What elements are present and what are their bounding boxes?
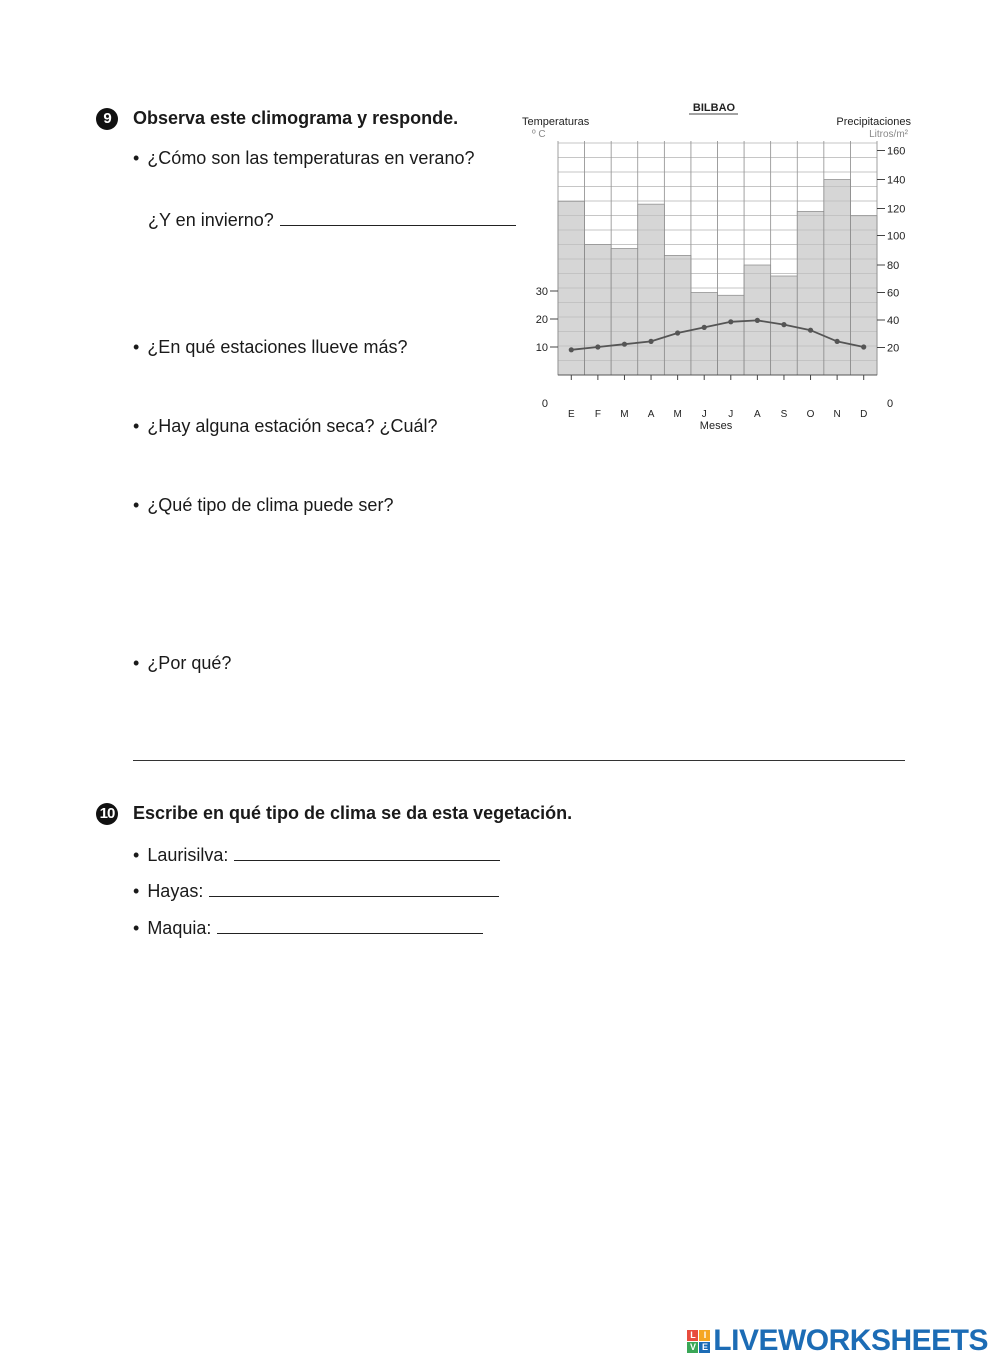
liveworksheets-watermark [687, 1324, 988, 1358]
month-label-1: F [594, 409, 601, 420]
q9-item-summer-text: ¿Cómo son las temperaturas en verano? [147, 148, 475, 168]
month-label-11: D [860, 409, 868, 420]
question-9-title: Observa este climograma y responde. [133, 108, 459, 128]
question-10-number: 10 [96, 803, 118, 825]
q10-item-maquia-text: Maquia: [147, 918, 212, 938]
temperature-point-8 [781, 322, 786, 327]
month-label-8: S [780, 409, 788, 420]
liveworksheets-logo-icon [687, 1330, 710, 1353]
left-tick-label: 30 [535, 286, 548, 298]
right-tick-label: 120 [887, 203, 906, 216]
precip-bar-2 [611, 249, 638, 376]
temperature-point-10 [835, 339, 840, 344]
temperature-point-9 [808, 328, 813, 333]
right-axis-label: Precipitaciones [836, 116, 911, 128]
month-label-2: M [620, 409, 629, 420]
answer-blank-hayas[interactable] [209, 880, 499, 897]
q10-item-laurisilva-text: Laurisilva: [147, 845, 229, 865]
answer-line-separator [133, 760, 905, 761]
bullet: • [133, 845, 140, 865]
q9-item-climate-text: ¿Qué tipo de clima puede ser? [147, 495, 394, 515]
watermark-text: LIVEWORKSHEETS [713, 1324, 988, 1357]
temperature-point-2 [622, 342, 627, 347]
month-label-6: J [728, 409, 734, 420]
left-tick-label: 20 [535, 314, 548, 326]
q9-item-summer [133, 148, 474, 169]
right-tick-label: 20 [887, 342, 900, 355]
precip-bar-6 [718, 295, 745, 375]
left-axis-unit: º C [532, 129, 546, 140]
month-label-0: E [567, 409, 575, 420]
temperature-point-5 [702, 325, 707, 330]
bullet: • [133, 148, 140, 168]
temperature-point-7 [755, 318, 760, 323]
precip-bar-9 [797, 211, 824, 375]
left-axis-label: Temperaturas [522, 116, 590, 128]
month-label-3: A [647, 409, 655, 420]
q9-item-dry-text: ¿Hay alguna estación seca? ¿Cuál? [147, 416, 438, 436]
month-label-9: O [806, 409, 815, 420]
logo-letter-1: I [699, 1330, 710, 1341]
right-tick-label: 60 [887, 287, 900, 300]
answer-blank-winter[interactable] [280, 209, 516, 226]
bullet: • [133, 495, 140, 515]
q10-item-hayas [133, 880, 499, 902]
precip-bar-5 [691, 293, 718, 376]
logo-letter-2: V [687, 1342, 698, 1353]
q10-item-laurisilva [133, 844, 500, 866]
q9-item-why-text: ¿Por qué? [147, 653, 232, 673]
month-label-4: M [673, 409, 682, 420]
logo-letter-0: L [687, 1330, 698, 1341]
month-label-10: N [833, 409, 841, 420]
bullet: • [133, 881, 140, 901]
right-tick-label: 100 [887, 230, 906, 243]
answer-blank-maquia[interactable] [217, 917, 483, 934]
climograph-chart [510, 95, 920, 440]
precip-bar-3 [638, 204, 665, 375]
precip-bar-11 [850, 216, 877, 375]
q9-item-rain-text: ¿En qué estaciones llueve más? [147, 337, 408, 357]
question-9-number: 9 [96, 108, 118, 130]
right-tick-label: 140 [887, 174, 906, 187]
q10-item-maquia [133, 917, 483, 939]
right-tick-label: 160 [887, 145, 906, 158]
right-tick-label: 80 [887, 260, 900, 272]
bullet: • [133, 416, 140, 436]
temperature-point-11 [861, 344, 866, 349]
month-label-5: J [701, 409, 707, 420]
answer-blank-laurisilva[interactable] [234, 844, 500, 861]
temperature-point-3 [648, 339, 653, 344]
bullet: • [133, 653, 140, 673]
q10-item-hayas-text: Hayas: [147, 881, 204, 901]
question-10-title: Escribe en qué tipo de clima se da esta vegetación. [133, 803, 573, 823]
chart-title: BILBAO [692, 102, 736, 114]
q9-item-winter [148, 209, 516, 231]
x-axis-label: Meses [699, 420, 733, 432]
right-tick-label: 40 [887, 315, 900, 327]
bullet: • [133, 337, 140, 357]
left-tick-label: 10 [535, 342, 548, 354]
right-tick-label: 0 [887, 398, 894, 410]
temperature-point-6 [728, 319, 733, 324]
logo-letter-3: E [699, 1342, 710, 1353]
precip-bar-10 [824, 180, 851, 376]
temperature-point-0 [569, 347, 574, 352]
q9-item-rain [133, 337, 407, 358]
right-axis-unit: Litros/m² [869, 129, 908, 140]
precip-bar-1 [585, 244, 612, 375]
temperature-point-1 [595, 344, 600, 349]
q9-item-why [133, 653, 231, 674]
left-tick-label: 0 [541, 398, 548, 410]
q9-item-winter-text: ¿Y en invierno? [148, 210, 274, 230]
q9-item-climate [133, 495, 393, 516]
q9-item-dry [133, 416, 437, 437]
month-label-7: A [754, 409, 761, 420]
bullet: • [133, 918, 140, 938]
temperature-point-4 [675, 330, 680, 335]
